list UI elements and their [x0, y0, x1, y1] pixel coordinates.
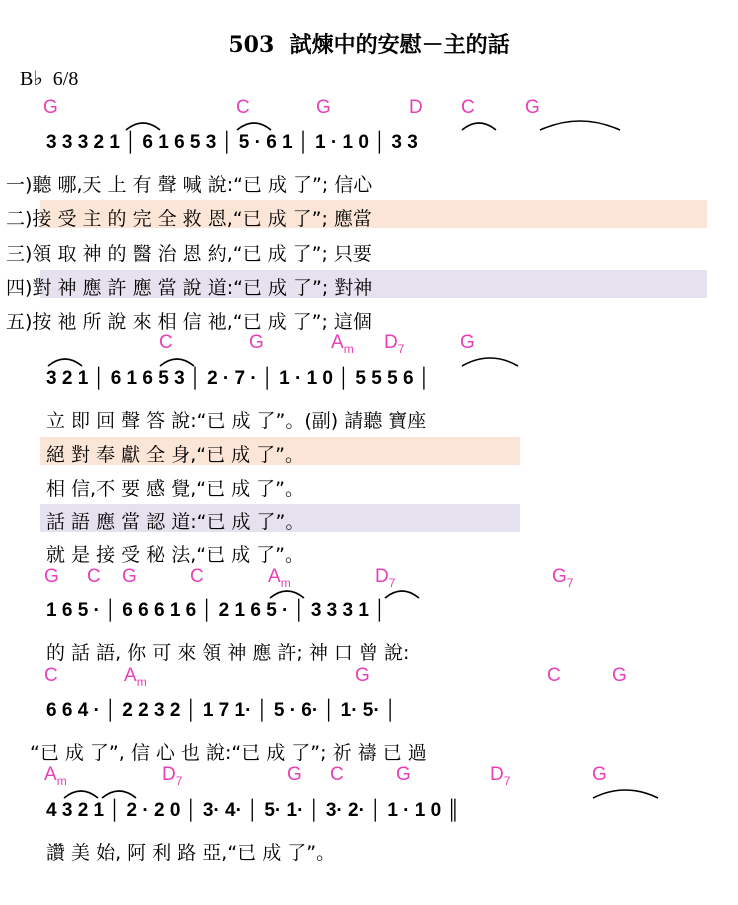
chord: G [592, 764, 607, 785]
chord: C [236, 97, 250, 118]
chord: $D_7$ [384, 332, 405, 356]
verse-1-line-b: 立 即 回 聲 答 說:“已 成 了”。(副) 請聽 寶座 [46, 410, 427, 432]
chord: C [159, 332, 173, 353]
slur [64, 791, 98, 798]
verse-3-line: 三)領 取 神 的 醫 治 恩 約,“已 成 了”; 只要 [6, 243, 372, 265]
notation-line-4: 6 6 4 · │ 2 2 3 2 │ 1 7 1· │ 5 · 6· │ 1· 5· │ [46, 700, 397, 721]
chord: G [122, 566, 137, 587]
chorus-line-1: 的 話 語, 你 可 來 領 神 應 許; 神 口 曾 說: [46, 642, 410, 664]
chord: $G_7$ [552, 566, 574, 590]
verse-5-line-b: 就 是 接 受 秘 法,“已 成 了”。 [46, 544, 305, 566]
chord: $D_7$ [162, 764, 183, 788]
chord: G [612, 665, 627, 686]
slur [462, 358, 518, 366]
key-signature: B♭ 6/8 [20, 68, 79, 90]
verse-2-line: 二)接 受 主 的 完 全 救 恩,“已 成 了”; 應當 [6, 208, 372, 230]
chord: $D_7$ [490, 764, 511, 788]
chord: C [547, 665, 561, 686]
chord: $A_m$ [268, 566, 291, 590]
chord: D [409, 97, 423, 118]
chord: G [460, 332, 475, 353]
slur [102, 791, 136, 798]
chord: C [44, 665, 58, 686]
chord: $A_m$ [124, 665, 147, 689]
notation-line-3: 1 6 5 · │ 6 6 6 1 6 │ 2 1 6 5 · │ 3 3 3 1 │ [46, 600, 387, 621]
slur [385, 591, 419, 598]
notation-line-1: 3 3 3 2 1 │ 6 1 6 5 3 │ 5 · 6 1 │ 1 · 1 0 │ 3 3 [46, 132, 418, 153]
verse-4-line: 四)對 神 應 許 應 當 說 道:“已 成 了”; 對神 [6, 277, 373, 299]
notation-line-2: 3 2 1 │ 6 1 6 5 3 │ 2 · 7 · │ 1 · 1 0 │ 5 5 5 6 │ [46, 368, 431, 389]
chord: G [316, 97, 331, 118]
chord: $D_7$ [375, 566, 396, 590]
slur [160, 359, 194, 366]
chord: C [190, 566, 204, 587]
chord: G [43, 97, 58, 118]
slur [237, 123, 271, 130]
chord: G [396, 764, 411, 785]
hymn-title: 503 試煉中的安慰－主的話 [228, 32, 510, 58]
chord: G [355, 665, 370, 686]
chord: C [330, 764, 344, 785]
chord: $A_m$ [44, 764, 67, 788]
verse-2-line-b: 絕 對 奉 獻 全 身,“已 成 了”。 [46, 444, 305, 466]
slur [48, 359, 82, 366]
verse-5-line: 五)按 祂 所 說 來 相 信 祂,“已 成 了”; 這個 [6, 311, 372, 333]
verse-1-line: 一)聽 哪,天 上 有 聲 喊 說:“已 成 了”; 信心 [6, 174, 373, 196]
chord: G [287, 764, 302, 785]
chord: G [249, 332, 264, 353]
slur [593, 790, 658, 798]
chord: G [44, 566, 59, 587]
slur [270, 591, 304, 598]
chord: C [87, 566, 101, 587]
chord: G [525, 97, 540, 118]
chord: C [461, 97, 475, 118]
slur [126, 123, 160, 130]
chord: $A_m$ [331, 332, 354, 356]
slur [462, 123, 496, 130]
slur [540, 121, 620, 130]
chorus-line-2: “已 成 了”, 信 心 也 說:“已 成 了”; 祈 禱 已 過 [30, 742, 427, 764]
notation-line-5: 4 3 2 1 │ 2 · 2 0 │ 3· 4· │ 5· 1· │ 3· 2· │ 1 · 1 0 ║ [46, 800, 460, 821]
verse-3-line-b: 相 信,不 要 感 覺,“已 成 了”。 [46, 478, 305, 500]
chorus-line-3: 讚 美 始, 阿 利 路 亞,“已 成 了”。 [46, 842, 336, 864]
verse-4-line-b: 話 語 應 當 認 道:“已 成 了”。 [46, 511, 305, 533]
